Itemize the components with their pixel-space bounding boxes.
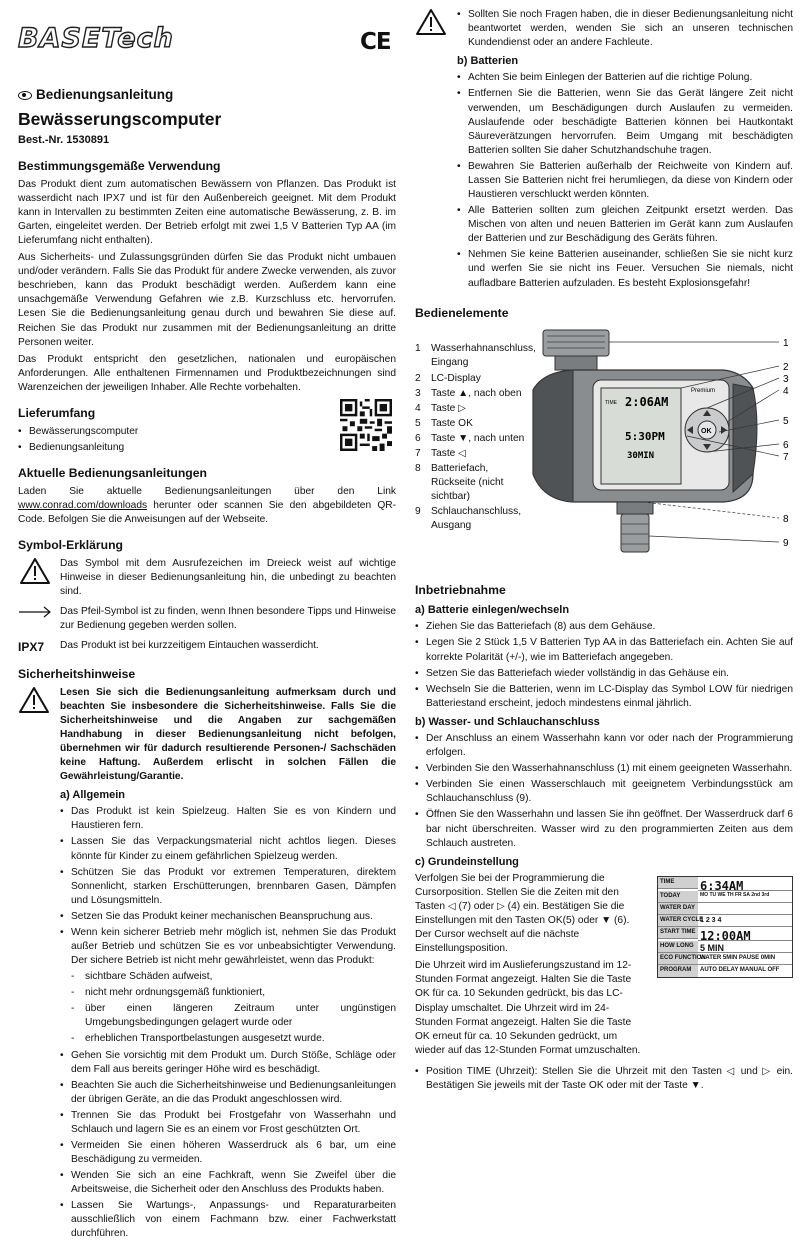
list-item: • Ziehen Sie das Batteriefach (8) aus dem Gehäuse. <box>415 620 793 634</box>
part-item: 4 Taste ▷ <box>415 402 467 414</box>
list-item: • Achten Sie beim Einlegen der Batterien auf die richtige Polung. <box>457 71 793 85</box>
doc-type-heading: Bedienungsanleitung <box>18 86 396 105</box>
list-item: • Verbinden Sie einen Wasserschlauch mit geeignetem Verbindungsstück am Schlauchanschluss (9). <box>415 778 793 806</box>
part-item: 8 Batteriefach, Rückseite (nicht sichtbar) <box>415 463 504 503</box>
lcd-label: ECO FUNCTION <box>658 953 698 965</box>
left-column <box>18 0 396 1244</box>
symbol-arrow-row: Das Pfeil-Symbol ist zu finden, wenn Ihnen besondere Tipps und Hinweise zur Bedienung gegeben werden sollen. <box>18 605 396 633</box>
general-heading: a) Allgemein <box>60 789 125 802</box>
device-illustration <box>533 324 793 564</box>
callout-label: 7 <box>783 452 789 464</box>
list-item: • Bedienungsanleitung <box>18 441 396 455</box>
device-lcd-time2: 5:30PM <box>625 430 665 444</box>
callout-label: 4 <box>783 386 789 398</box>
qr-code[interactable] <box>340 399 392 451</box>
list-item: • Lassen Sie Wartungs-, Anpassungs- und Reparaturarbeiten ausschließlich von einem Fachmann bzw. einer Fachwerkstatt durchführen. <box>60 1199 396 1241</box>
callout-label: 2 <box>783 362 789 374</box>
basic-settings-block <box>415 872 793 1061</box>
device-lcd-time: 2:06AM <box>625 395 669 410</box>
safety-heading: Sicherheitshinweise <box>18 666 136 681</box>
list-item: • Bewahren Sie Batterien außerhalb der Reichweite von Kindern auf. Lassen Sie Batterien nicht frei herumliegen, da diese von Kindern oder Haustieren verschluckt werden könnten. <box>457 160 793 202</box>
lcd-value: 5 MIN <box>698 941 792 953</box>
lcd-value: MO TU WE TH FR SA 2nd 3rd <box>698 891 792 903</box>
batteries-list <box>457 71 793 290</box>
callout-label: 1 <box>783 338 789 350</box>
list-item: • Nehmen Sie keine Batterien auseinander, schließen Sie sie nicht kurz und werfen Sie sie nicht ins Feuer. Versuchen Sie niemals, nicht aufladbare Batterien aufzuladen. Es besteht Explosionsgefahr! <box>457 248 793 290</box>
batteries-heading: b) Batterien <box>457 55 519 68</box>
use-paragraph-2: Aus Sicherheits- und Zulassungsgründen dürfen Sie das Produkt nicht umbauen und/oder verändern. Falls Sie das Produkt für andere Zwecke verwenden, als zuvor beschrieben, kann das Produkt beschädigt werden. Außerdem kann eine unsachgemäße Verwendung Gefahren wie z.B. Kurzschluss etc. hervorrufen. Lesen Sie die Bedienungsanleitung genau durch und bewahren Sie diese auf. Reichen Sie das Produkt nur zusammen mit der Bedienungsanleitung an dritte Personen weiter. <box>18 252 396 348</box>
ipx7-label: IPX7 <box>18 640 45 655</box>
eye-icon <box>18 91 32 100</box>
list-item: • Beachten Sie auch die Sicherheitshinweise und Bedienungsanleitungen der übrigen Geräte, an die das Produkt angeschlossen wird. <box>60 1079 396 1107</box>
use-paragraph-3: Das Produkt entspricht den gesetzlichen, nationalen und europäischen Anforderungen. Alle enthaltenen Firmennamen und Produktbezeichnungen sind Warenzeichen der jeweiligen Inhaber. Alle Rechte vorbehalten. <box>18 353 396 393</box>
callout-label: 5 <box>783 416 789 428</box>
lcd-value: WATER 5MIN PAUSE 0MIN <box>698 953 792 965</box>
lcd-value: 1 2 3 4 <box>698 915 792 927</box>
general-sublist <box>60 970 396 1046</box>
manuals-heading: Aktuelle Bedienungsanleitungen <box>18 465 207 480</box>
insert-list <box>415 620 793 710</box>
list-item: • Setzen Sie das Produkt keiner mechanischen Beanspruchung aus. <box>60 910 396 924</box>
use-heading: Bestimmungsgemäße Verwendung <box>18 158 221 173</box>
connect-heading: b) Wasser- und Schlauchanschluss <box>415 715 600 728</box>
list-item: • Setzen Sie das Batteriefach wieder vollständig in das Gehäuse ein. <box>415 667 793 681</box>
list-item: • Der Anschluss an einem Wasserhahn kann vor oder nach der Programmierung erfolgen. <box>415 732 793 760</box>
basic-heading: c) Grundeinstellung <box>415 855 519 868</box>
safety-intro: Lesen Sie sich die Bedienungsanleitung aufmerksam durch und beachten Sie insbesondere die Sicherheitshinweise. Falls Sie die Sicherheitshinweise und die Angaben zur sachgemäßen Handhabung in dieser Bedienungsanleitung nicht befolgen, übernehmen wir für dadurch resultierende Personen-/ Sachschäden keine Haftung. Außerdem erlischt in solchen Fällen die Gewährleistung/Garantie. <box>60 686 396 783</box>
list-item: - erheblichen Transportbelastungen ausgesetzt wurde. <box>71 1032 396 1046</box>
brand-logo: BASETech <box>18 23 174 54</box>
part-item: 3 Taste ▲, nach oben <box>415 387 522 399</box>
lcd-value: AUTO DELAY MANUAL OFF <box>700 966 780 973</box>
lcd-value <box>698 903 792 915</box>
part-item: 1 Wasserhahnanschluss, Eingang <box>415 343 536 369</box>
list-item: • Öffnen Sie den Wasserhahn und lassen Sie ihn geöffnet. Der Wasserdruck darf 6 bar nicht überschreiten. Wasser wird zu den programmierten Zeiten aus dem Schlauch austreten. <box>415 808 793 850</box>
list-item: • Trennen Sie das Produkt bei Frostgefahr von Wasserhahn und Schlauch und lagern Sie es an einem vor Frost geschützten Ort. <box>60 1109 396 1137</box>
lcd-label: WATER CYCLE <box>658 915 698 927</box>
controls-section <box>415 324 793 564</box>
list-item: • Vermeiden Sie einen höheren Wasserdruck als 6 bar, um eine Beschädigung zu vermeiden. <box>60 1139 396 1167</box>
list-item: - sichtbare Schäden aufweist, <box>71 970 396 984</box>
ok-key-label: OK <box>701 428 712 436</box>
part-item: 9 Schlauchanschluss, Ausgang <box>415 506 522 532</box>
part-item: 7 Taste ◁ <box>415 447 467 459</box>
insert-heading: a) Batterie einlegen/wechseln <box>415 604 570 617</box>
right-column <box>415 0 793 1095</box>
list-item: • Position TIME (Uhrzeit): Stellen Sie die Uhrzeit mit den Tasten ◁ und ▷ ein. Bestätigen Sie jeweils mit der Taste OK oder mit der Taste ▼. <box>415 1065 793 1093</box>
lcd-label: HOW LONG <box>658 941 698 953</box>
list-item: • Das Produkt ist kein Spielzeug. Halten Sie es von Kindern und Haustieren fern. <box>60 805 396 833</box>
callout-label: 9 <box>783 538 789 550</box>
symbol-ipx7-row: IPX7 Das Produkt ist bei kurzzeitigem Eintauchen wasserdicht. <box>18 640 319 655</box>
general-list-2 <box>60 1049 396 1242</box>
list-item: • Legen Sie 2 Stück 1,5 V Batterien Typ AA in das Batteriefach ein. Achten Sie auf korrekte Polarität (+/-), wie im Batteriefach angegeben. <box>415 636 793 664</box>
parts-list <box>415 342 536 534</box>
connect-list <box>415 732 793 851</box>
part-item: 5 Taste OK <box>415 417 473 429</box>
list-item: - über einen längeren Zeitraum unter ungünstigen Umgebungsbedingungen gelagert wurde oder <box>71 1002 396 1030</box>
list-item: • Wenden Sie sich an eine Fachkraft, wenn Sie Zweifel über die Arbeitsweise, die Sicherheit oder den Anschluss des Produkts haben. <box>60 1169 396 1197</box>
controls-heading: Bedienelemente <box>415 305 509 320</box>
warning-icon <box>415 8 447 36</box>
use-paragraph-1: Das Produkt dient zum automatischen Bewässern von Pflanzen. Das Produkt ist wasserdicht nach IPX7 und ist für den Außenbereich geeignet. Mit dem Produkt kann in Intervallen zu bestimmten Zeiten eine automatische Bewässerung, z. B. im Garten, eingeleitet werden. Der Betrieb erfolgt mit zwei 1,5 V Batterien Typ AA (im Lieferumfang nicht enthalten). <box>18 178 396 247</box>
lcd-label: WATER DAY <box>658 903 698 915</box>
arrow-icon <box>18 605 52 619</box>
safety-block <box>18 686 396 1244</box>
product-title: Bewässerungscomputer <box>18 108 222 129</box>
lcd-value: 12:00AM <box>698 927 792 941</box>
scope-heading: Lieferumfang <box>18 405 96 420</box>
warning-icon <box>19 557 51 585</box>
lcd-label: PROGRAM <box>658 965 698 977</box>
lcd-label: TIME <box>658 877 698 889</box>
warning-icon <box>18 686 50 714</box>
downloads-link[interactable]: www.conrad.com/downloads <box>18 499 148 511</box>
callout-label: 3 <box>783 374 789 386</box>
callout-label: 6 <box>783 440 789 452</box>
lcd-label: TODAY <box>658 891 698 903</box>
device-lcd-label: TIME <box>605 400 617 407</box>
basic-paragraph-2: Die Uhrzeit wird im Auslieferungszustand im 12-Stunden Format angezeigt. Halten Sie die Taste OK für ca. 10 Sekunden gedrückt, bis das LC-Display umschaltet. Die Uhrzeit wird im 24-Stunden Format angezeigt. Halten Sie die Taste OK erneut für ca. 10 Sekunden gedrückt, um wieder auf das 12-Stunden Format umzuschalten. <box>415 960 641 1056</box>
device-brand: Premium <box>691 388 716 395</box>
list-item: • Sollten Sie noch Fragen haben, die in dieser Bedienungsanleitung nicht beantwortet werden, wenden Sie sich an unseren technischen Kundendienst oder an andere Fachleute. <box>457 8 793 50</box>
basic-list <box>415 1065 793 1093</box>
list-item: • Wechseln Sie die Batterien, wenn im LC-Display das Symbol LOW für niedrigen Batteriestand erscheint, jedoch mindestens einmal jährlich. <box>415 683 793 711</box>
device-lcd-minutes: 30MIN <box>627 451 655 462</box>
list-item: • Verbinden Sie den Wasserhahnanschluss (1) mit einem geeigneten Wasserhahn. <box>415 762 793 776</box>
general-list <box>60 805 396 968</box>
lcd-value: 6:34AM <box>698 877 792 891</box>
list-item: • Bewässerungscomputer <box>18 425 396 439</box>
list-item: • Schützen Sie das Produkt vor extremen Temperaturen, direktem Sonnenlicht, starken Erschütterungen, brennbaren Gasen, Dämpfen und Lösungsmitteln. <box>60 866 396 908</box>
item-number: Best.-Nr. 1530891 <box>18 133 110 146</box>
list-item: • Alle Batterien sollten zum gleichen Zeitpunkt ersetzt werden. Das Mischen von alten und neuen Batterien im Gerät kann zum Auslaufen der Batterien und zur Beschädigung des Geräts führen. <box>457 204 793 246</box>
list-item: • Entfernen Sie die Batterien, wenn Sie das Gerät längere Zeit nicht verwenden, um Beschädigungen durch Auslaufen zu vermeiden. Auslaufende oder beschädigte Batterien können bei Hautkontakt Säureverätzungen hervorrufen. Beim Umgang mit beschädigten Batterien sollten Sie daher Schutzhandschuhe tragen. <box>457 87 793 157</box>
part-item: 6 Taste ▼, nach unten <box>415 432 525 444</box>
callout-label: 8 <box>783 514 789 526</box>
symbol-warning-row: Das Symbol mit dem Ausrufezeichen im Dreieck weist auf wichtige Hinweise in dieser Bedienungsanleitung hin, die unbedingt zu beachten sind. <box>18 557 396 599</box>
startup-heading: Inbetriebnahme <box>415 583 506 598</box>
list-item: • Gehen Sie vorsichtig mit dem Produkt um. Durch Stöße, Schläge oder dem Fall aus bereits geringer Höhe wird es beschädigt. <box>60 1049 396 1077</box>
lcd-label: START TIME <box>658 927 698 939</box>
ce-mark: CE <box>360 29 391 55</box>
questions-block <box>415 8 793 293</box>
list-item: • Lassen Sie das Verpackungsmaterial nicht achtlos liegen. Dieses könnte für Kinder zu einem gefährlichen Spielzeug werden. <box>60 835 396 863</box>
manuals-paragraph: Laden Sie aktuelle Bedienungsanleitungen über den Link www.conrad.com/downloads herunter oder scannen Sie den abgebildeten QR-Code. Befolgen Sie die Anweisungen auf der Webseite. <box>18 485 396 525</box>
list-item: • Wenn kein sicherer Betrieb mehr möglich ist, nehmen Sie das Produkt außer Betrieb und schützen Sie es vor unbeabsichtigter Verwendung. Der sichere Betrieb ist nicht mehr gewährleistet, wenn das Produkt: <box>60 926 396 968</box>
lcd-display-diagram <box>657 876 793 978</box>
list-item: - nicht mehr ordnungsgemäß funktioniert, <box>71 986 396 1000</box>
symbols-heading: Symbol-Erklärung <box>18 537 123 552</box>
basic-paragraph-1: Verfolgen Sie bei der Programmierung die Cursorposition. Stellen Sie die Zeiten mit den Tasten ◁ (7) oder ▷ (4) ein. Bestätigen Sie die Einstellungen mit den Tasten OK(5) oder ▼ (6). Der Cursor wechselt auf die nächste Einstellungsposition. <box>415 872 630 955</box>
part-item: 2 LC-Display <box>415 372 481 384</box>
